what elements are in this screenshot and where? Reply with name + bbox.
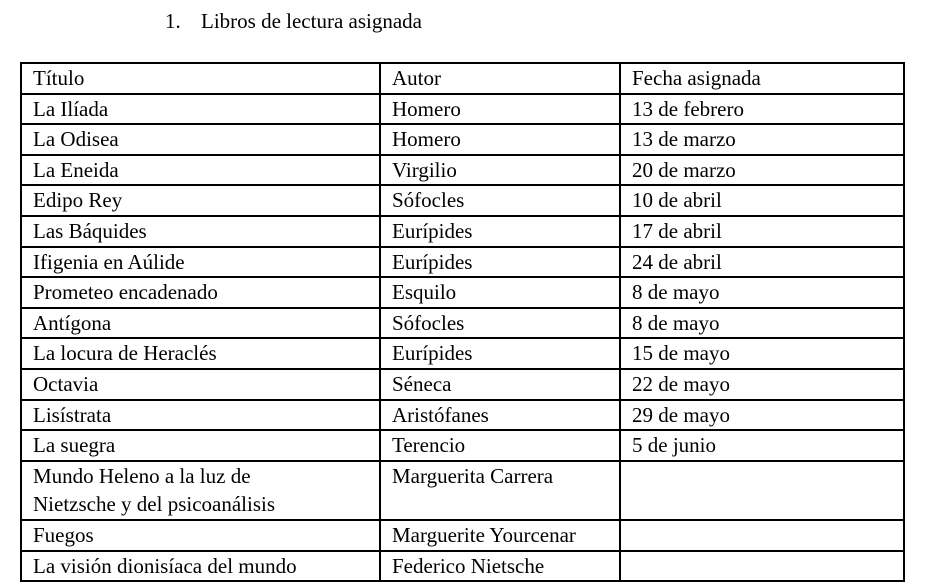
table-row <box>21 124 904 155</box>
cell-autor: Marguerite Yourcenar <box>380 520 620 551</box>
table-row <box>21 277 904 308</box>
cell-titulo: La locura de Heraclés <box>21 338 380 369</box>
cell-fecha <box>620 551 904 582</box>
cell-fecha: 13 de marzo <box>620 124 904 155</box>
cell-titulo: La Odisea <box>21 124 380 155</box>
cell-titulo: Ifigenia en Aúlide <box>21 247 380 278</box>
table-row <box>21 520 904 551</box>
section-heading <box>165 7 422 35</box>
cell-autor: Marguerita Carrera <box>380 461 620 520</box>
table-header-row <box>21 63 904 94</box>
table-row <box>21 400 904 431</box>
cell-fecha: 8 de mayo <box>620 277 904 308</box>
cell-fecha: 8 de mayo <box>620 308 904 339</box>
table-row <box>21 155 904 186</box>
cell-titulo: Edipo Rey <box>21 185 380 216</box>
cell-titulo: Las Báquides <box>21 216 380 247</box>
reading-list-table <box>20 62 905 582</box>
cell-autor: Aristófanes <box>380 400 620 431</box>
list-number: 1. <box>165 9 181 33</box>
heading-text: Libros de lectura asignada <box>201 9 422 33</box>
cell-titulo: Antígona <box>21 308 380 339</box>
cell-autor: Esquilo <box>380 277 620 308</box>
cell-autor: Terencio <box>380 430 620 461</box>
cell-autor: Eurípides <box>380 338 620 369</box>
cell-fecha <box>620 461 904 520</box>
cell-titulo: Fuegos <box>21 520 380 551</box>
header-titulo: Título <box>21 63 380 94</box>
titulo-line-2: Nietzsche y del psicoanálisis <box>33 492 276 517</box>
cell-autor: Eurípides <box>380 247 620 278</box>
table-row <box>21 461 904 520</box>
cell-titulo: La suegra <box>21 430 380 461</box>
cell-titulo: Lisístrata <box>21 400 380 431</box>
cell-fecha: 5 de junio <box>620 430 904 461</box>
cell-fecha: 29 de mayo <box>620 400 904 431</box>
table-row <box>21 216 904 247</box>
cell-titulo: Prometeo encadenado <box>21 277 380 308</box>
cell-autor: Virgilio <box>380 155 620 186</box>
table-row <box>21 185 904 216</box>
cell-fecha: 13 de febrero <box>620 94 904 125</box>
cell-fecha <box>620 520 904 551</box>
cell-autor: Eurípides <box>380 216 620 247</box>
cell-fecha: 20 de marzo <box>620 155 904 186</box>
table-row <box>21 338 904 369</box>
header-fecha: Fecha asignada <box>620 63 904 94</box>
cell-titulo: La Eneida <box>21 155 380 186</box>
cell-fecha: 22 de mayo <box>620 369 904 400</box>
cell-autor: Sófocles <box>380 308 620 339</box>
table-row <box>21 551 904 582</box>
cell-fecha: 17 de abril <box>620 216 904 247</box>
cell-titulo: La visión dionisíaca del mundo <box>21 551 380 582</box>
table-row <box>21 369 904 400</box>
cell-titulo: Octavia <box>21 369 380 400</box>
table-row <box>21 94 904 125</box>
cell-titulo <box>21 461 380 520</box>
cell-fecha: 24 de abril <box>620 247 904 278</box>
cell-autor: Federico Nietsche <box>380 551 620 582</box>
table-row <box>21 308 904 339</box>
table-row <box>21 430 904 461</box>
header-autor: Autor <box>380 63 620 94</box>
cell-autor: Séneca <box>380 369 620 400</box>
cell-autor: Homero <box>380 124 620 155</box>
cell-fecha: 15 de mayo <box>620 338 904 369</box>
cell-fecha: 10 de abril <box>620 185 904 216</box>
cell-autor: Homero <box>380 94 620 125</box>
cell-titulo: La Ilíada <box>21 94 380 125</box>
titulo-line-1: Mundo Heleno a la luz de <box>33 463 251 488</box>
table-row <box>21 247 904 278</box>
cell-autor: Sófocles <box>380 185 620 216</box>
